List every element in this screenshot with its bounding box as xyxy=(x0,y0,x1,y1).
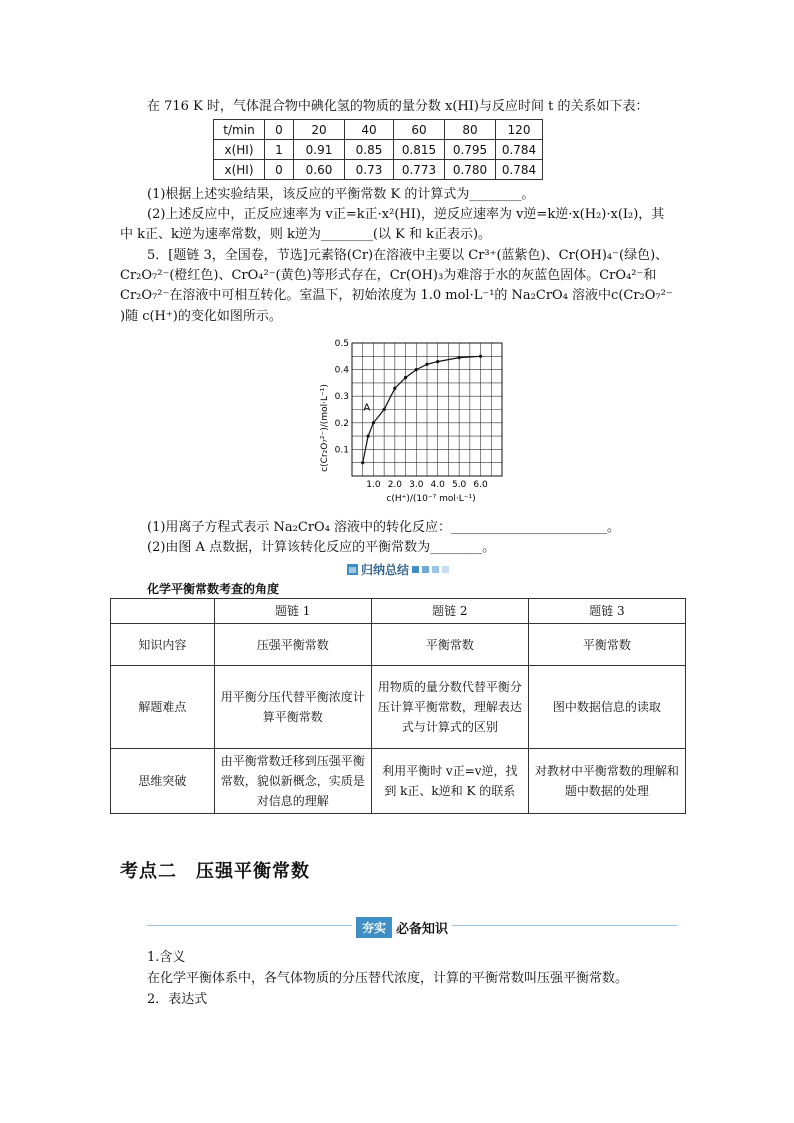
table-cell: 思维突破 xyxy=(111,749,215,814)
square-icon xyxy=(432,566,439,573)
table-row xyxy=(214,160,543,180)
table-cell: 0.795 xyxy=(445,140,496,160)
table-cell: 0 xyxy=(265,160,294,180)
data-point xyxy=(393,387,396,390)
table-cell: x(HI) xyxy=(214,140,265,160)
table-cell: 由平衡常数迁移到压强平衡常数，貌似新概念，实质是对信息的理解 xyxy=(214,749,371,814)
question-2-line-2: 中 k正、k逆为速率常数，则 k逆为________(以 K 和 k正表示)。 xyxy=(120,227,492,242)
table-cell: x(HI) xyxy=(214,160,265,180)
table-cell: 平衡常数 xyxy=(371,624,528,666)
table-cell: 0.773 xyxy=(394,160,445,180)
table-cell: 解题难点 xyxy=(111,666,215,749)
table-cell: 60 xyxy=(394,120,445,140)
expression-label: 2．表达式 xyxy=(147,992,208,1007)
table-header-row xyxy=(214,120,543,140)
table-cell: 120 xyxy=(496,120,543,140)
data-point xyxy=(404,376,407,379)
x-tick-label: 6.0 xyxy=(473,480,488,490)
y-axis-label: c(Cr₂O₇²⁻)/(mol·L⁻¹) xyxy=(320,384,330,472)
x-axis-label: c(H⁺)/(10⁻⁷ mol·L⁻¹) xyxy=(386,494,476,504)
section-banner-text: 必备知识 xyxy=(396,922,449,937)
question-2-line-1: (2)上述反应中，正反应速率为 v正=k正·x²(HI)，逆反应速率为 v逆=k逆·x(H₂)·x(I₂)，其 xyxy=(147,207,665,222)
table-cell: 利用平衡时 v正=v逆，找到 k正、k逆和 K 的联系 xyxy=(371,749,528,814)
summary-table xyxy=(110,598,686,814)
table-cell: 图中数据信息的读取 xyxy=(528,666,685,749)
square-icon xyxy=(412,566,419,573)
data-point xyxy=(383,408,386,411)
table-cell: 题链 1 xyxy=(214,599,371,624)
book-icon: ▤ xyxy=(348,564,357,574)
square-icon xyxy=(422,566,429,573)
table-cell: 0.784 xyxy=(496,160,543,180)
data-table xyxy=(213,119,543,180)
problem-5-line-1: 5．[题链 3，全国卷，节选]元素铬(Cr)在溶液中主要以 Cr³⁺(蓝紫色)、Cr(OH)₄⁻(绿色)、 xyxy=(147,248,669,263)
summary-header-row xyxy=(111,599,686,624)
table-cell: 20 xyxy=(294,120,345,140)
table-cell xyxy=(111,599,215,624)
table-cell: 0.60 xyxy=(294,160,345,180)
data-point xyxy=(436,360,439,363)
table-cell: 知识内容 xyxy=(111,624,215,666)
data-point xyxy=(372,421,375,424)
table-row xyxy=(111,624,686,666)
table-cell: 0.73 xyxy=(345,160,394,180)
data-point xyxy=(425,363,428,366)
summary-banner-label: 归纳总结 xyxy=(361,562,410,577)
problem-5-line-2: Cr₂O₇²⁻(橙红色)、CrO₄²⁻(黄色)等形式存在，Cr(OH)₃为难溶于水的灰蓝色固体。CrO₄²⁻和 xyxy=(120,268,657,283)
summary-banner xyxy=(347,562,449,576)
table-cell: 用平衡分压代替平衡浓度计算平衡常数 xyxy=(214,666,371,749)
table-cell: 0.784 xyxy=(496,140,543,160)
y-tick-label: 0.3 xyxy=(334,392,349,403)
table-cell: 0 xyxy=(265,120,294,140)
data-point xyxy=(415,368,418,371)
problem-5-line-4: )随 c(H⁺)的变化如图所示。 xyxy=(120,309,282,324)
x-tick-label: 3.0 xyxy=(409,480,424,490)
chart-ticks xyxy=(335,339,488,490)
data-point xyxy=(479,355,482,358)
definition-label: 1.含义 xyxy=(147,950,186,965)
table-cell: t/min xyxy=(214,120,265,140)
table-row xyxy=(111,666,686,749)
summary-title: 化学平衡常数考查的角度 xyxy=(147,582,280,596)
concentration-chart xyxy=(316,333,526,508)
section-title: 考点二 压强平衡常数 xyxy=(120,861,310,882)
data-point xyxy=(458,356,461,359)
definition-text: 在化学平衡体系中，各气体物质的分压替代浓度，计算的平衡常数叫压强平衡常数。 xyxy=(147,971,629,986)
table-cell: 题链 3 xyxy=(528,599,685,624)
table-cell: 80 xyxy=(445,120,496,140)
table-cell: 对教材中平衡常数的理解和题中数据的处理 xyxy=(528,749,685,814)
problem-5-line-3: Cr₂O₇²⁻在溶液中可相互转化。室温下，初始浓度为 1.0 mol·L⁻¹的 Na₂CrO₄ 溶液中c(Cr₂O₇²⁻ xyxy=(120,288,673,303)
data-point xyxy=(361,461,364,464)
intro-text: 在 716 K 时，气体混合物中碘化氢的物质的量分数 x(HI)与反应时间 t 的关系如下表： xyxy=(147,99,649,114)
y-tick-label: 0.4 xyxy=(334,365,349,376)
data-point xyxy=(366,435,369,438)
point-a-label: A xyxy=(363,402,371,414)
x-tick-label: 4.0 xyxy=(430,480,445,490)
table-cell: 0.815 xyxy=(394,140,445,160)
table-cell: 压强平衡常数 xyxy=(214,624,371,666)
table-cell: 0.780 xyxy=(445,160,496,180)
problem-5-question-2: (2)由图 A 点数据，计算该转化反应的平衡常数为________。 xyxy=(147,540,496,555)
table-cell: 1 xyxy=(265,140,294,160)
table-row xyxy=(214,140,543,160)
table-cell: 平衡常数 xyxy=(528,624,685,666)
table-row xyxy=(111,749,686,814)
y-tick-label: 0.1 xyxy=(334,445,349,456)
section-banner xyxy=(352,917,452,938)
y-tick-label: 0.5 xyxy=(334,339,349,349)
table-cell: 用物质的量分数代替平衡分压计算平衡常数，理解表达式与计算式的区别 xyxy=(371,666,528,749)
problem-5-question-1: (1)用离子方程式表示 Na₂CrO₄ 溶液中的转化反应：________________________。 xyxy=(147,520,621,535)
table-cell: 0.85 xyxy=(345,140,394,160)
section-banner-box: 夯实 xyxy=(356,917,392,938)
x-tick-label: 2.0 xyxy=(387,480,403,490)
question-1: (1)根据上述实验结果，该反应的平衡常数 K 的计算式为________。 xyxy=(147,187,535,202)
table-cell: 0.91 xyxy=(294,140,345,160)
y-tick-label: 0.2 xyxy=(334,418,349,429)
table-cell: 题链 2 xyxy=(371,599,528,624)
square-icon xyxy=(442,566,449,573)
x-tick-label: 1.0 xyxy=(366,480,381,490)
x-tick-label: 5.0 xyxy=(451,480,467,490)
table-cell: 40 xyxy=(345,120,394,140)
